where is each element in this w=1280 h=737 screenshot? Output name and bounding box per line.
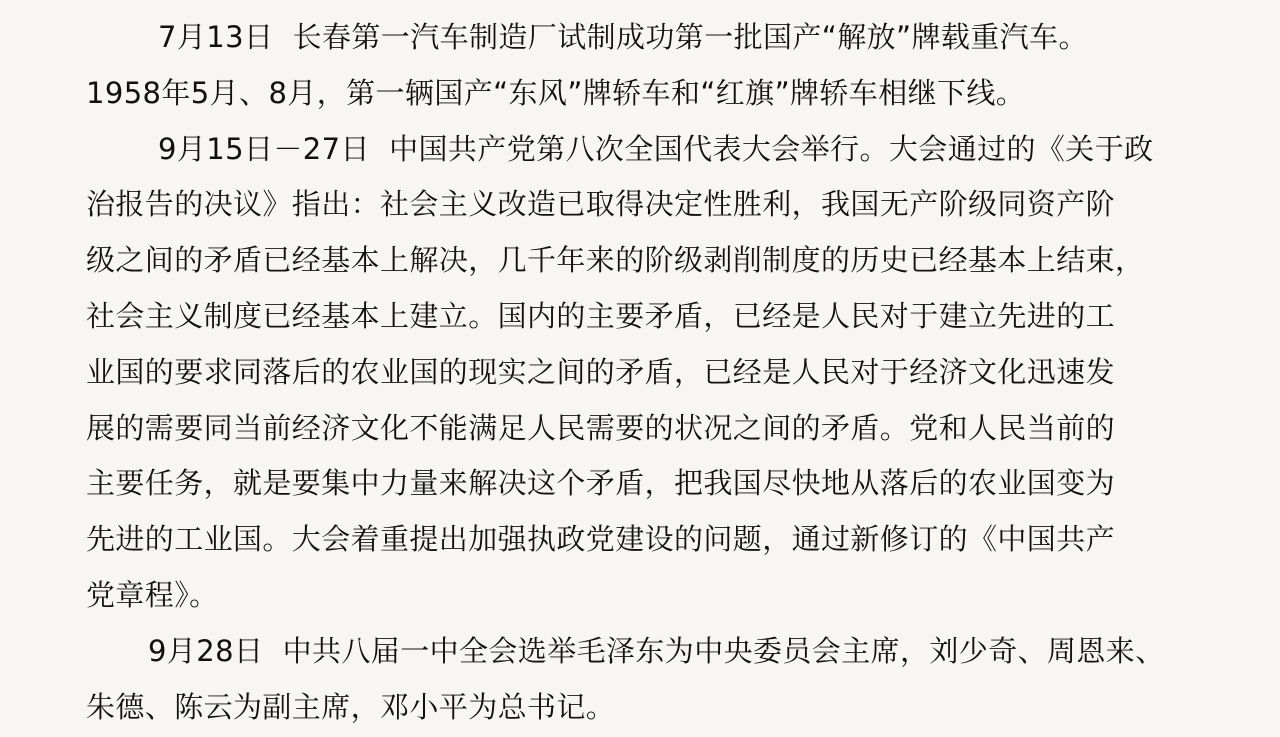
entry-text: 长春第一汽车制造厂试制成功第一批国产“解放”牌载重汽车。: [292, 20, 1088, 54]
chronicle-entry-9-15: [86, 122, 1280, 624]
entry-text-line: 1958年5月、8月，第一辆国产“东风”牌轿车和“红旗”牌轿车相继下线。: [86, 75, 1026, 110]
entry-first-line: [86, 122, 1280, 178]
entry-text-line: 主要任务，就是要集中力量来解决这个矛盾，把我国尽快地从落后的农业国变为: [86, 466, 1116, 501]
entry-first-line: [86, 10, 1280, 66]
entry-text-line: 业国的要求同落后的农业国的现实之间的矛盾，已经是人民对于经济文化迅速发: [86, 354, 1116, 389]
entry-text-line: 朱德、陈云为副主席，邓小平为总书记。: [86, 689, 616, 724]
entry-text-line: 党章程》。: [86, 577, 219, 612]
chronicle-entry-7-13: [86, 10, 1280, 122]
entry-text-line: 治报告的决议》指出：社会主义改造已取得决定性胜利，我国无产阶级同资产阶: [86, 187, 1116, 222]
entry-date: 9月28日: [148, 633, 264, 668]
entry-date: 9月15日－27日: [158, 131, 370, 166]
entry-text-line: 级之间的矛盾已经基本上解决，几千年来的阶级剥削制度的历史已经基本上结束，: [86, 243, 1145, 278]
entry-text-line: 先进的工业国。大会着重提出加强执政党建设的问题，通过新修订的《中国共产: [86, 522, 1116, 557]
entry-text-line: 展的需要同当前经济文化不能满足人民需要的状况之间的矛盾。党和人民当前的: [86, 410, 1116, 445]
entry-text: 中国共产党第八次全国代表大会举行。大会通过的《关于政: [389, 131, 1154, 166]
entry-text: 中共八届一中全会选举毛泽东为中央委员会主席，刘少奇、周恩来、: [282, 633, 1165, 668]
entry-first-line: [86, 624, 1280, 680]
chronicle-entry-9-28: [86, 624, 1280, 736]
entry-date: 7月13日: [158, 20, 274, 54]
entry-text-line: 社会主义制度已经基本上建立。国内的主要矛盾，已经是人民对于建立先进的工: [86, 298, 1116, 333]
